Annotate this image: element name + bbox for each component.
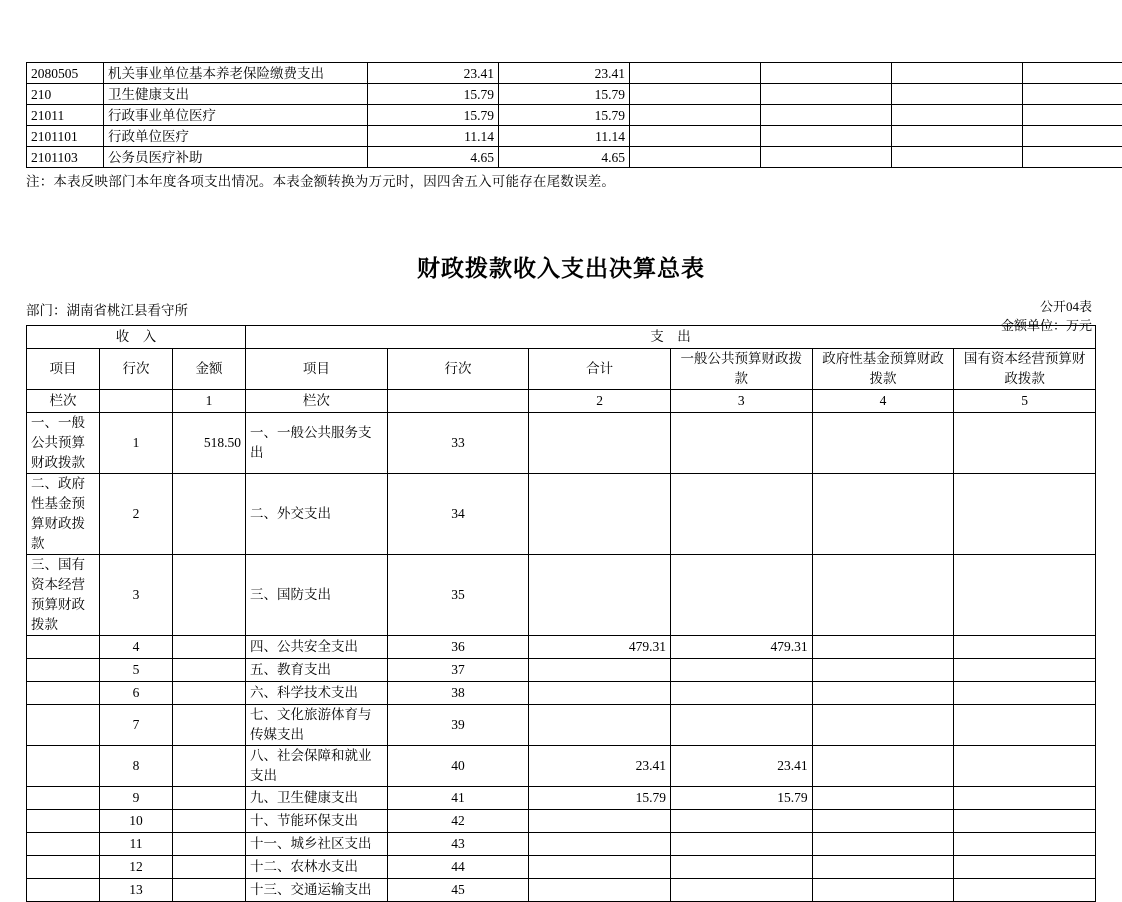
cell-total [529, 413, 671, 474]
table-row [27, 474, 1096, 555]
cell-general-public [670, 879, 812, 902]
cell-general-public [670, 413, 812, 474]
cell-code: 210 [27, 84, 104, 105]
cell-income-item [27, 879, 100, 902]
cell-gov-fund [812, 659, 954, 682]
cell-value-1: 23.41 [368, 63, 499, 84]
cell-income-line: 13 [100, 879, 173, 902]
table-row [27, 746, 1096, 787]
group-header-expense: 支 出 [246, 326, 1096, 349]
cell-expense-line: 38 [387, 682, 529, 705]
cell-general-public [670, 555, 812, 636]
cell-value-6 [1023, 63, 1122, 84]
cell-value-3 [630, 147, 761, 168]
table-row [27, 787, 1096, 810]
cell-value-2: 15.79 [499, 84, 630, 105]
cell-income-line: 8 [100, 746, 173, 787]
column-number-blank-2 [387, 390, 529, 413]
cell-total [529, 474, 671, 555]
sheet-number: 公开04表 [26, 297, 1092, 316]
cell-state-capital [954, 474, 1096, 555]
cell-value-1: 11.14 [368, 126, 499, 147]
cell-state-capital [954, 833, 1096, 856]
cell-income-line: 5 [100, 659, 173, 682]
cell-code: 2101103 [27, 147, 104, 168]
cell-code: 2080505 [27, 63, 104, 84]
cell-value-4 [761, 63, 892, 84]
cell-income-line: 12 [100, 856, 173, 879]
cell-general-public: 15.79 [670, 787, 812, 810]
cell-expense-line: 36 [387, 636, 529, 659]
cell-gov-fund [812, 856, 954, 879]
header-state-capital: 国有资本经营预算财政拨款 [954, 349, 1096, 390]
cell-income-line: 6 [100, 682, 173, 705]
header-expense-line: 行次 [387, 349, 529, 390]
cell-general-public [670, 682, 812, 705]
cell-income-item [27, 746, 100, 787]
column-number-gov-fund: 4 [812, 390, 954, 413]
cell-state-capital [954, 787, 1096, 810]
cell-income-amount [173, 833, 246, 856]
cell-income-item [27, 682, 100, 705]
cell-expense-item: 二、外交支出 [246, 474, 388, 555]
cell-expense-line: 45 [387, 879, 529, 902]
cell-expense-item: 六、科学技术支出 [246, 682, 388, 705]
cell-gov-fund [812, 413, 954, 474]
table-column-number-row [27, 390, 1096, 413]
column-number-general-public: 3 [670, 390, 812, 413]
cell-state-capital [954, 413, 1096, 474]
cell-total: 15.79 [529, 787, 671, 810]
table-note: 注：本表反映部门本年度各项支出情况。本表金额转换为万元时，因四舍五入可能存在尾数误差。 [26, 172, 1096, 192]
table-row [27, 705, 1096, 746]
cell-gov-fund [812, 474, 954, 555]
cell-income-amount: 518.50 [173, 413, 246, 474]
cell-total [529, 659, 671, 682]
cell-gov-fund [812, 879, 954, 902]
fiscal-appropriation-body [27, 326, 1096, 902]
cell-total [529, 705, 671, 746]
expenditure-detail-table [26, 62, 1122, 168]
cell-value-5 [892, 147, 1023, 168]
cell-income-amount [173, 856, 246, 879]
cell-state-capital [954, 636, 1096, 659]
cell-expense-item: 十、节能环保支出 [246, 810, 388, 833]
table-row [27, 84, 1122, 105]
cell-name: 公务员医疗补助 [104, 147, 368, 168]
cell-name: 卫生健康支出 [104, 84, 368, 105]
table-row [27, 659, 1096, 682]
cell-total [529, 833, 671, 856]
group-header-income: 收 入 [27, 326, 246, 349]
cell-state-capital [954, 659, 1096, 682]
header-income-amount: 金额 [173, 349, 246, 390]
cell-value-3 [630, 126, 761, 147]
cell-expense-line: 40 [387, 746, 529, 787]
cell-income-line: 3 [100, 555, 173, 636]
header-general-public: 一般公共预算财政拨款 [670, 349, 812, 390]
cell-gov-fund [812, 746, 954, 787]
table-row [27, 105, 1122, 126]
cell-income-item [27, 705, 100, 746]
cell-state-capital [954, 856, 1096, 879]
cell-state-capital [954, 810, 1096, 833]
column-number-income-amount: 1 [173, 390, 246, 413]
cell-expense-item: 十一、城乡社区支出 [246, 833, 388, 856]
table-row [27, 833, 1096, 856]
cell-gov-fund [812, 705, 954, 746]
cell-income-amount [173, 879, 246, 902]
cell-income-item: 二、政府性基金预算财政拨款 [27, 474, 100, 555]
cell-value-2: 23.41 [499, 63, 630, 84]
cell-total [529, 555, 671, 636]
table-row [27, 636, 1096, 659]
cell-value-3 [630, 63, 761, 84]
column-label-income: 栏次 [27, 390, 100, 413]
cell-state-capital [954, 879, 1096, 902]
cell-income-amount [173, 810, 246, 833]
cell-gov-fund [812, 636, 954, 659]
table-row [27, 879, 1096, 902]
cell-gov-fund [812, 833, 954, 856]
cell-income-item: 一、一般公共预算财政拨款 [27, 413, 100, 474]
cell-income-item [27, 787, 100, 810]
page-title: 财政拨款收入支出决算总表 [26, 250, 1096, 283]
cell-gov-fund [812, 810, 954, 833]
cell-code: 2101101 [27, 126, 104, 147]
cell-gov-fund [812, 555, 954, 636]
cell-name: 行政单位医疗 [104, 126, 368, 147]
table-row [27, 555, 1096, 636]
cell-income-line: 7 [100, 705, 173, 746]
cell-expense-item: 十三、交通运输支出 [246, 879, 388, 902]
cell-income-item [27, 810, 100, 833]
cell-value-1: 15.79 [368, 84, 499, 105]
cell-value-4 [761, 84, 892, 105]
cell-income-amount [173, 682, 246, 705]
cell-code: 21011 [27, 105, 104, 126]
cell-expense-line: 41 [387, 787, 529, 810]
cell-total [529, 682, 671, 705]
fiscal-appropriation-table [26, 325, 1096, 902]
cell-value-6 [1023, 147, 1122, 168]
cell-state-capital [954, 705, 1096, 746]
header-gov-fund: 政府性基金预算财政拨款 [812, 349, 954, 390]
cell-general-public [670, 810, 812, 833]
cell-expense-item: 八、社会保障和就业支出 [246, 746, 388, 787]
cell-value-6 [1023, 126, 1122, 147]
amount-unit: 金额单位：万元 [26, 316, 1092, 335]
cell-expense-line: 42 [387, 810, 529, 833]
column-number-state-capital: 5 [954, 390, 1096, 413]
cell-value-5 [892, 105, 1023, 126]
cell-expense-line: 34 [387, 474, 529, 555]
cell-expense-item: 九、卫生健康支出 [246, 787, 388, 810]
column-number-blank-1 [100, 390, 173, 413]
cell-expense-item: 十二、农林水支出 [246, 856, 388, 879]
column-number-total: 2 [529, 390, 671, 413]
cell-income-amount [173, 787, 246, 810]
table-row [27, 682, 1096, 705]
cell-gov-fund [812, 787, 954, 810]
cell-expense-item: 五、教育支出 [246, 659, 388, 682]
cell-total: 479.31 [529, 636, 671, 659]
expenditure-detail-body [27, 63, 1122, 168]
cell-income-line: 1 [100, 413, 173, 474]
cell-value-5 [892, 84, 1023, 105]
cell-expense-item: 一、一般公共服务支出 [246, 413, 388, 474]
cell-gov-fund [812, 682, 954, 705]
cell-expense-line: 35 [387, 555, 529, 636]
cell-value-4 [761, 147, 892, 168]
cell-total [529, 856, 671, 879]
document-page [0, 62, 1122, 855]
cell-income-item: 三、国有资本经营预算财政拨款 [27, 555, 100, 636]
cell-general-public: 479.31 [670, 636, 812, 659]
header-total: 合计 [529, 349, 671, 390]
header-income-item: 项目 [27, 349, 100, 390]
cell-income-amount [173, 705, 246, 746]
cell-total: 23.41 [529, 746, 671, 787]
cell-general-public [670, 833, 812, 856]
cell-value-5 [892, 126, 1023, 147]
cell-income-item [27, 833, 100, 856]
cell-income-line: 9 [100, 787, 173, 810]
cell-general-public [670, 659, 812, 682]
cell-value-3 [630, 84, 761, 105]
table-row [27, 413, 1096, 474]
cell-value-2: 4.65 [499, 147, 630, 168]
cell-value-4 [761, 105, 892, 126]
cell-value-4 [761, 126, 892, 147]
table-row [27, 147, 1122, 168]
cell-income-amount [173, 636, 246, 659]
cell-expense-line: 44 [387, 856, 529, 879]
table-group-header-row [27, 326, 1096, 349]
cell-income-line: 10 [100, 810, 173, 833]
cell-state-capital [954, 682, 1096, 705]
cell-general-public [670, 705, 812, 746]
cell-income-amount [173, 474, 246, 555]
cell-income-line: 11 [100, 833, 173, 856]
cell-state-capital [954, 555, 1096, 636]
table-row [27, 810, 1096, 833]
cell-expense-item: 三、国防支出 [246, 555, 388, 636]
cell-value-6 [1023, 105, 1122, 126]
cell-income-line: 2 [100, 474, 173, 555]
cell-total [529, 879, 671, 902]
table-row [27, 856, 1096, 879]
cell-value-6 [1023, 84, 1122, 105]
cell-name: 机关事业单位基本养老保险缴费支出 [104, 63, 368, 84]
cell-total [529, 810, 671, 833]
cell-income-item [27, 636, 100, 659]
column-label-expense: 栏次 [246, 390, 388, 413]
cell-income-amount [173, 555, 246, 636]
cell-expense-line: 33 [387, 413, 529, 474]
cell-income-amount [173, 746, 246, 787]
cell-expense-item: 七、文化旅游体育与传媒支出 [246, 705, 388, 746]
cell-income-item [27, 659, 100, 682]
table-header-row [27, 349, 1096, 390]
cell-expense-line: 39 [387, 705, 529, 746]
header-income-line: 行次 [100, 349, 173, 390]
cell-income-item [27, 856, 100, 879]
cell-expense-line: 37 [387, 659, 529, 682]
cell-general-public: 23.41 [670, 746, 812, 787]
cell-income-line: 4 [100, 636, 173, 659]
cell-value-2: 15.79 [499, 105, 630, 126]
table-row [27, 63, 1122, 84]
department-label: 部门：湖南省桃江县看守所 [26, 301, 1096, 320]
cell-value-1: 15.79 [368, 105, 499, 126]
cell-expense-item: 四、公共安全支出 [246, 636, 388, 659]
cell-value-3 [630, 105, 761, 126]
cell-general-public [670, 856, 812, 879]
cell-income-amount [173, 659, 246, 682]
cell-general-public [670, 474, 812, 555]
table-row [27, 126, 1122, 147]
cell-value-1: 4.65 [368, 147, 499, 168]
header-expense-item: 项目 [246, 349, 388, 390]
cell-value-5 [892, 63, 1023, 84]
cell-expense-line: 43 [387, 833, 529, 856]
cell-value-2: 11.14 [499, 126, 630, 147]
cell-state-capital [954, 746, 1096, 787]
cell-name: 行政事业单位医疗 [104, 105, 368, 126]
